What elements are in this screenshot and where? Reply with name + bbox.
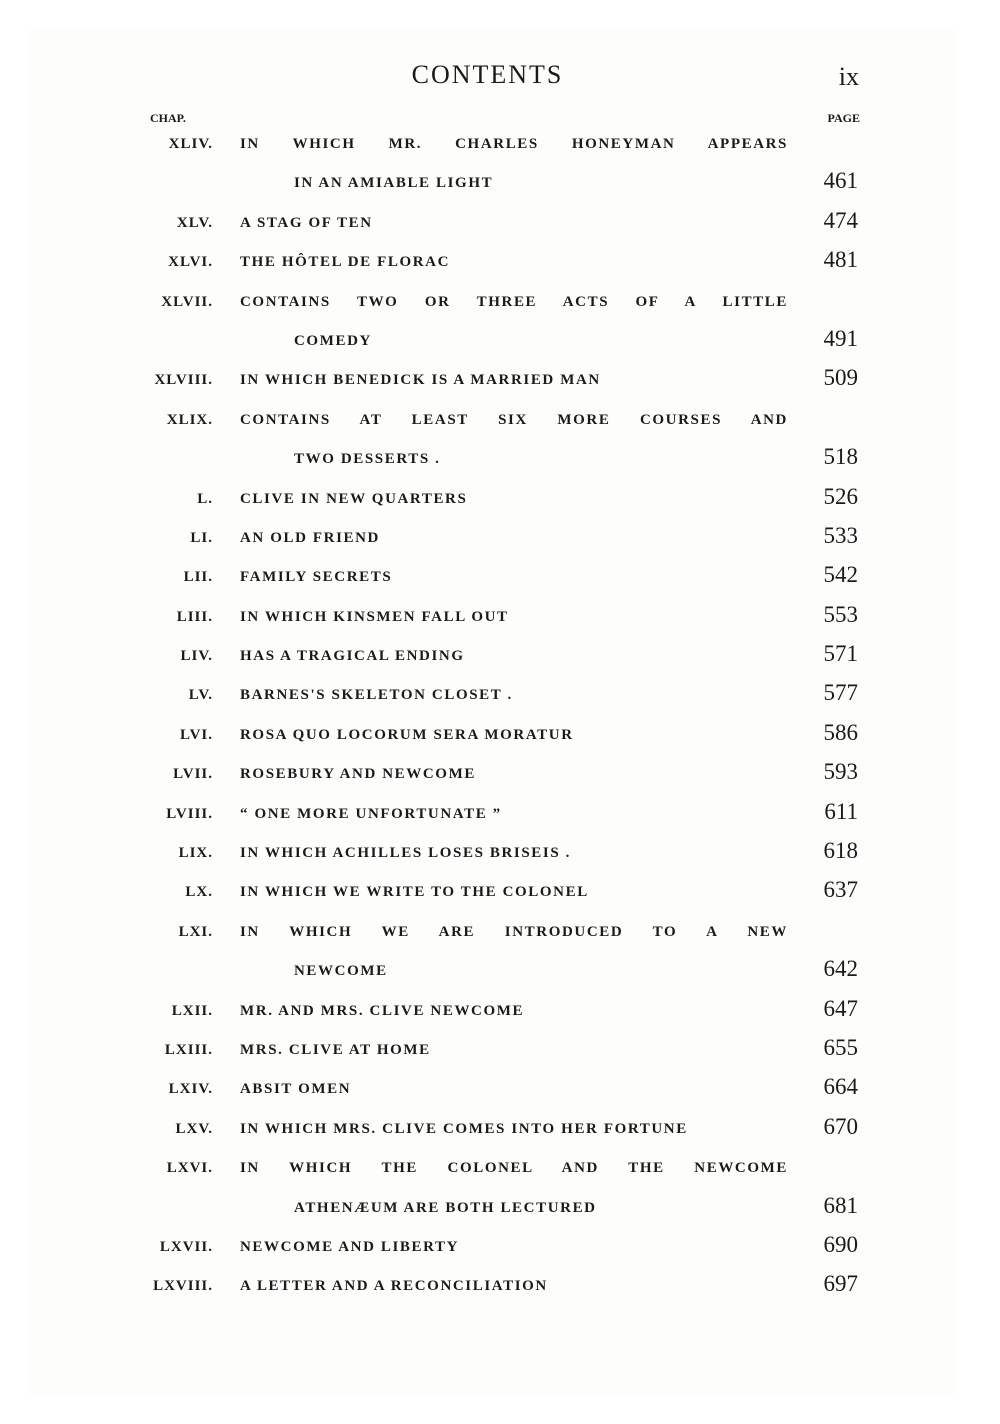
chapter-title-continued: NEWCOME [294, 963, 388, 980]
chapter-number: XLVIII. [154, 372, 213, 389]
chapter-number: LV. [188, 687, 213, 704]
chapter-number: XLIX. [166, 411, 213, 428]
contents-entry [30, 1032, 955, 1071]
contents-entry [30, 1268, 955, 1307]
chapter-number: LXVII. [159, 1238, 213, 1255]
chapter-title: “ ONE MORE UNFORTUNATE ” [240, 805, 502, 822]
chapter-page-number: 586 [823, 719, 858, 745]
chapter-number: LX. [185, 884, 213, 901]
chapter-page-number: 647 [823, 995, 858, 1021]
contents-entry [30, 244, 955, 283]
contents-entry [30, 874, 955, 913]
contents-entry [30, 1111, 955, 1150]
chapter-column-header: CHAP. [150, 111, 186, 125]
contents-entry [30, 756, 955, 795]
contents-entry [30, 835, 955, 874]
chapter-page-number: 518 [823, 444, 858, 470]
contents-entry [30, 1229, 955, 1268]
chapter-number: LVII. [173, 766, 213, 783]
chapter-title: CLIVE IN NEW QUARTERS [240, 490, 468, 507]
chapter-title: IN WHICH BENEDICK IS A MARRIED MAN [240, 372, 601, 389]
chapter-number: LXV. [175, 1120, 213, 1137]
chapter-title: THE HÔTEL DE FLORAC [240, 254, 451, 271]
chapter-number: LVI. [179, 726, 213, 743]
chapter-page-number: 571 [823, 641, 858, 667]
page-column-header: PAGE [827, 111, 860, 125]
chapter-page-number: 618 [823, 838, 858, 864]
chapter-number: LXVIII. [153, 1278, 213, 1295]
contents-list [30, 126, 955, 1308]
contents-entry-continuation [30, 323, 955, 362]
chapter-page-number: 461 [823, 168, 858, 194]
chapter-number: XLVII. [161, 293, 213, 310]
chapter-page-number: 690 [823, 1231, 858, 1257]
chapter-title: IN WHICH KINSMEN FALL OUT [240, 608, 509, 625]
chapter-title: IN WHICH THE COLONEL AND THE NEWCOME [240, 1160, 788, 1177]
contents-entry [30, 559, 955, 598]
chapter-number: LXII. [171, 1002, 213, 1019]
chapter-title: NEWCOME AND LIBERTY [240, 1238, 460, 1255]
chapter-title-continued: IN AN AMIABLE LIGHT [294, 175, 494, 192]
chapter-number: XLVI. [168, 254, 213, 271]
chapter-number: LIII. [176, 608, 213, 625]
chapter-page-number: 664 [823, 1074, 858, 1100]
chapter-number: XLV. [176, 214, 213, 231]
chapter-page-number: 655 [823, 1034, 858, 1060]
contents-entry [30, 1071, 955, 1110]
chapter-page-number: 533 [823, 522, 858, 548]
chapter-title: MR. AND MRS. CLIVE NEWCOME [240, 1002, 525, 1019]
contents-entry [30, 520, 955, 559]
chapter-number: L. [197, 490, 213, 507]
page-number: ix [838, 62, 859, 91]
chapter-page-number: 553 [823, 601, 858, 627]
chapter-number: XLIV. [168, 136, 213, 152]
contents-entry [30, 205, 955, 244]
chapter-title: AN OLD FRIEND [240, 529, 380, 546]
chapter-page-number: 474 [823, 207, 858, 233]
contents-entry [30, 914, 955, 953]
chapter-page-number: 670 [823, 1113, 858, 1139]
chapter-number: LXI. [178, 923, 213, 940]
chapter-page-number: 593 [823, 759, 858, 785]
chapter-title: A LETTER AND A RECONCILIATION [240, 1278, 548, 1295]
chapter-number: LXIII. [164, 1041, 213, 1058]
chapter-page-number: 509 [823, 365, 858, 391]
chapter-title: CONTAINS AT LEAST SIX MORE COURSES AND [240, 411, 788, 428]
chapter-number: LIV. [180, 648, 213, 665]
chapter-title: CONTAINS TWO OR THREE ACTS OF A LITTLE [240, 293, 788, 310]
chapter-title-continued: TWO DESSERTS . [294, 451, 441, 468]
contents-entry [30, 993, 955, 1032]
chapter-title: IN WHICH WE ARE INTRODUCED TO A NEW [240, 923, 788, 940]
chapter-title: IN WHICH MR. CHARLES HONEYMAN APPEARS [240, 136, 788, 152]
chapter-page-number: 697 [823, 1271, 858, 1297]
contents-entry [30, 717, 955, 756]
chapter-title: HAS A TRAGICAL ENDING [240, 648, 465, 665]
contents-entry-continuation [30, 953, 955, 992]
chapter-title: IN WHICH MRS. CLIVE COMES INTO HER FORTUNE [240, 1120, 688, 1137]
chapter-title-continued: ATHENÆUM ARE BOTH LECTURED [294, 1199, 597, 1216]
chapter-number: LXVI. [166, 1160, 213, 1177]
contents-entry [30, 796, 955, 835]
contents-entry [30, 599, 955, 638]
chapter-number: LI. [190, 529, 213, 546]
contents-entry [30, 284, 955, 323]
contents-entry [30, 126, 955, 165]
chapter-page-number: 681 [823, 1192, 858, 1218]
chapter-title: ABSIT OMEN [240, 1081, 352, 1098]
chapter-page-number: 642 [823, 956, 858, 982]
chapter-page-number: 577 [823, 680, 858, 706]
chapter-number: LVIII. [166, 805, 213, 822]
chapter-page-number: 481 [823, 247, 858, 273]
contents-entry-continuation [30, 441, 955, 480]
chapter-title: ROSA QUO LOCORUM SERA MORATUR [240, 726, 574, 743]
contents-entry [30, 362, 955, 401]
chapter-title: IN WHICH ACHILLES LOSES BRISEIS . [240, 845, 571, 862]
page-title: CONTENTS [411, 60, 564, 89]
chapter-title: ROSEBURY AND NEWCOME [240, 766, 476, 783]
contents-entry-continuation [30, 1190, 955, 1229]
chapter-title-continued: COMEDY [294, 332, 372, 349]
contents-entry-continuation [30, 165, 955, 204]
contents-entry [30, 402, 955, 441]
chapter-number: LII. [183, 569, 213, 586]
chapter-page-number: 491 [823, 325, 858, 351]
contents-entry [30, 1150, 955, 1189]
contents-entry [30, 677, 955, 716]
contents-entry [30, 638, 955, 677]
chapter-page-number: 637 [823, 877, 858, 903]
chapter-title: IN WHICH WE WRITE TO THE COLONEL [240, 884, 589, 901]
chapter-number: LXIV. [168, 1081, 213, 1098]
chapter-page-number: 611 [824, 798, 858, 824]
chapter-title: BARNES'S SKELETON CLOSET . [240, 687, 513, 704]
chapter-page-number: 542 [823, 562, 858, 588]
chapter-title: FAMILY SECRETS [240, 569, 393, 586]
chapter-page-number: 526 [823, 483, 858, 509]
contents-entry [30, 481, 955, 520]
chapter-title: A STAG OF TEN [240, 214, 373, 231]
chapter-number: LIX. [178, 845, 213, 862]
book-page [30, 28, 955, 1396]
chapter-title: MRS. CLIVE AT HOME [240, 1041, 431, 1058]
